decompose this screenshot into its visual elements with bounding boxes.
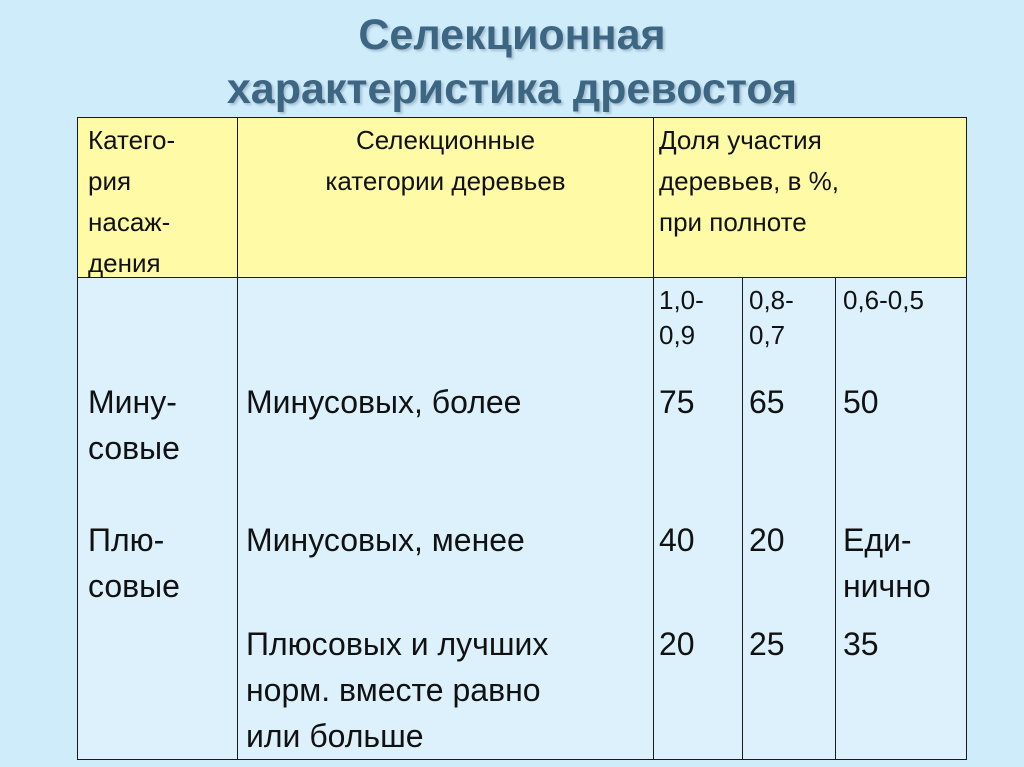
header-tree-categories (238, 120, 653, 202)
density-header-line: 0,8- (749, 285, 794, 315)
stand-category-line: совые (88, 430, 180, 466)
table-row-2-tree-category (246, 517, 651, 563)
value-line: 25 (749, 626, 785, 662)
density-header-line: 1,0- (659, 285, 704, 315)
header-share-line: Доля участия (659, 125, 822, 155)
value-line: 75 (659, 384, 695, 420)
value-line: 65 (749, 384, 785, 420)
tree-category-line: Минусовых, менее (246, 522, 525, 558)
header-stand-category (88, 120, 233, 284)
column-divider-4 (835, 278, 836, 759)
value-line: 20 (659, 626, 695, 662)
value-line: 40 (659, 522, 695, 558)
value-line: Еди- (843, 522, 912, 558)
table-row-3-value-1 (659, 621, 739, 667)
header-stand-category-line: дения (88, 248, 161, 278)
density-header-line: 0,7 (749, 320, 786, 350)
tree-category-line: норм. вместе равно (246, 672, 541, 708)
tree-category-line: или больше (246, 718, 424, 754)
density-header-3 (843, 283, 963, 318)
stand-category-minus (88, 379, 233, 471)
header-tree-categories-line: категории деревьев (325, 166, 566, 196)
header-stand-category-line: рия (88, 166, 132, 196)
slide-title (0, 8, 1024, 116)
table-row-2-value-2 (749, 517, 833, 563)
header-share-line: при полноте (659, 207, 807, 237)
stand-category-line: Мину- (88, 384, 177, 420)
table-row-1-value-3 (843, 379, 963, 425)
density-header-1 (659, 283, 739, 353)
table-row-3-value-2 (749, 621, 833, 667)
table-row-1-value-2 (749, 379, 833, 425)
selection-table (77, 117, 967, 760)
table-row-2-value-3 (843, 517, 963, 609)
table-row-3-value-3 (843, 621, 963, 667)
tree-category-line: Минусовых, более (246, 384, 522, 420)
header-share-of-trees (659, 120, 959, 243)
header-tree-categories-line: Селекционные (355, 125, 536, 155)
header-stand-category-line: Катего- (88, 125, 176, 155)
column-divider-2 (653, 118, 654, 759)
density-header-2 (749, 283, 833, 353)
table-row-1-value-1 (659, 379, 739, 425)
slide-title-line-1: Селекционная (358, 11, 666, 59)
density-header-line: 0,6-0,5 (843, 285, 924, 315)
table-row-3-tree-category (246, 621, 651, 759)
table-row-1-tree-category (246, 379, 651, 425)
density-header-line: 0,9 (659, 320, 696, 350)
table-row-2-value-1 (659, 517, 739, 563)
stand-category-plus (88, 517, 233, 609)
value-line: 50 (843, 384, 879, 420)
column-divider-3 (742, 278, 743, 759)
tree-category-line: Плюсовых и лучших (246, 626, 549, 662)
slide-title-line-2: характеристика древостоя (226, 65, 798, 113)
column-divider-1 (237, 118, 238, 759)
value-line: нично (843, 568, 931, 604)
value-line: 35 (843, 626, 879, 662)
stand-category-line: Плю- (88, 522, 165, 558)
header-stand-category-line: насаж- (88, 207, 171, 237)
value-line: 20 (749, 522, 785, 558)
stand-category-line: совые (88, 568, 180, 604)
header-share-line: деревьев, в %, (659, 166, 840, 196)
